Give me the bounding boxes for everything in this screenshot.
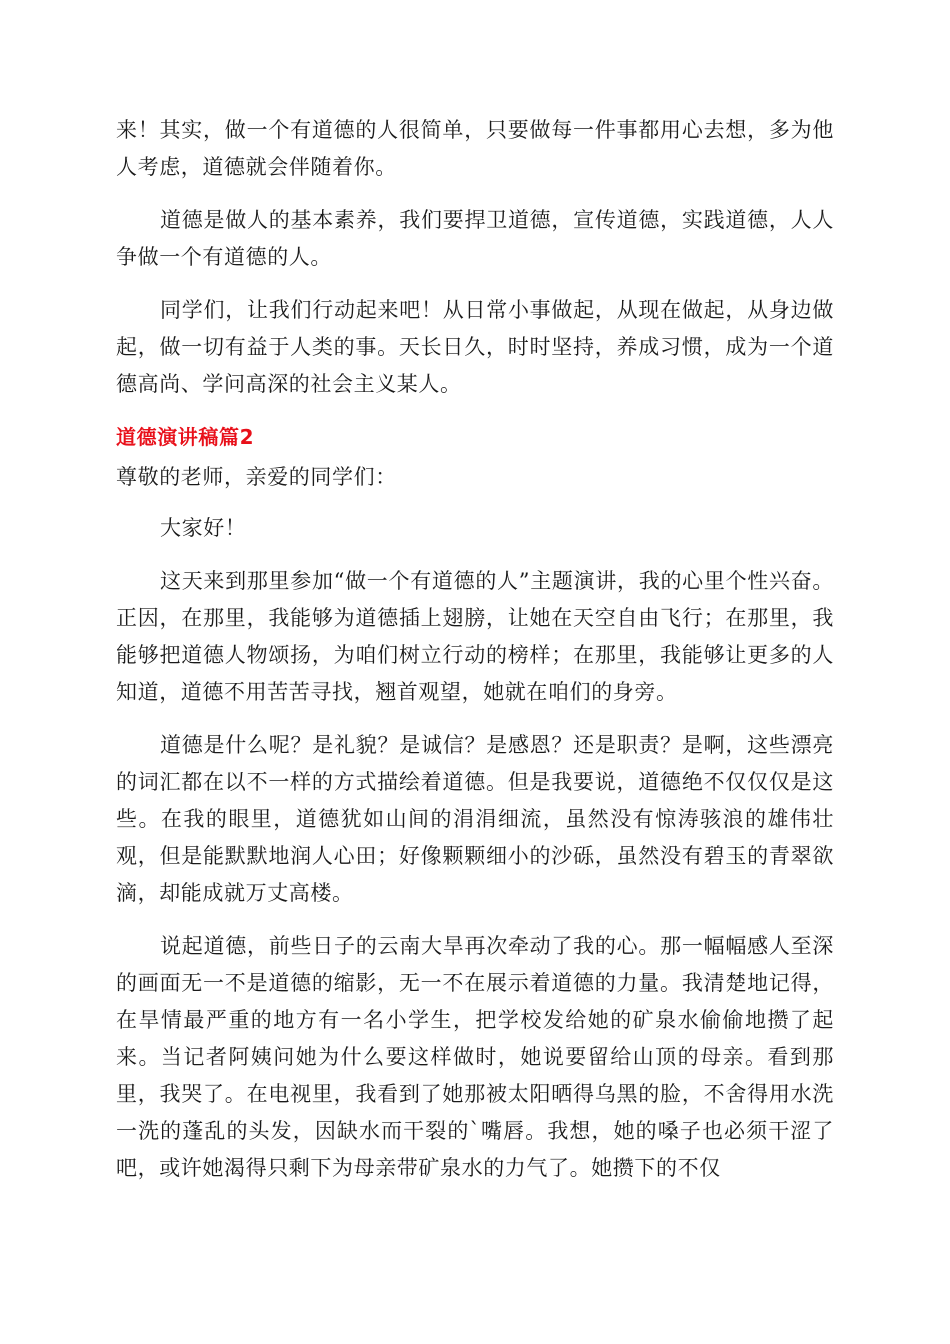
document-page: [116, 112, 834, 1203]
greeting: 大家好！: [160, 516, 247, 540]
section-heading: 道德演讲稿篇2: [116, 425, 255, 449]
paragraph-continuation: 来！其实，做一个有道德的人很简单，只要做每一件事都用心去想，多为他人考虑，道德就会伴随着你。: [116, 118, 834, 179]
paragraph-moral-foundation: 道德是做人的基本素养，我们要捍卫道德，宣传道德，实践道德，人人争做一个有道德的人。: [116, 208, 834, 269]
paragraph-yunnan-drought: 说起道德，前些日子的云南大旱再次牵动了我的心。那一幅幅感人至深的画面无一不是道德的缩影，无一不在展示着道德的力量。我清楚地记得，在旱情最严重的地方有一名小学生，把学校发给她的矿泉水偷偷地攒了起来。当记者阿姨问她为什么要这样做时，她说要留给山顶的母亲。看到那里，我哭了。在电视里，我看到了她那被太阳晒得乌黑的脸，不舍得用水洗一洗的蓬乱的头发，因缺水而干裂的`嘴唇。我想，她的嗓子也必须干涩了吧，或许她渴得只剩下为母亲带矿泉水的力气了。她攒下的不仅: [116, 934, 834, 1180]
paragraph-what-is-morality: 道德是什么呢？是礼貌？是诚信？是感恩？还是职责？是啊，这些漂亮的词汇都在以不一样的方式描绘着道德。但是我要说，道德绝不仅仅仅是这些。在我的眼里，道德犹如山间的涓涓细流，虽然没有惊涛骇浪的雄伟壮观，但是能默默地润人心田；好像颗颗细小的沙砾，虽然没有碧玉的青翠欲滴，却能成就万丈高楼。: [116, 733, 834, 905]
paragraph-speech-intro: 这天来到那里参加“做一个有道德的人”主题演讲，我的心里个性兴奋。正因，在那里，我能够为道德插上翅膀，让她在天空自由飞行；在那里，我能够把道德人物颂扬，为咱们树立行动的榜样；在那里，我能够让更多的人知道，道德不用苦苦寻找，翘首观望，她就在咱们的身旁。: [116, 569, 834, 704]
salutation: 尊敬的老师，亲爱的同学们：: [116, 465, 397, 489]
paragraph-call-to-action: 同学们，让我们行动起来吧！从日常小事做起，从现在做起，从身边做起，做一切有益于人类的事。天长日久，时时坚持，养成习惯，成为一个道德高尚、学问高深的社会主义某人。: [116, 298, 834, 396]
